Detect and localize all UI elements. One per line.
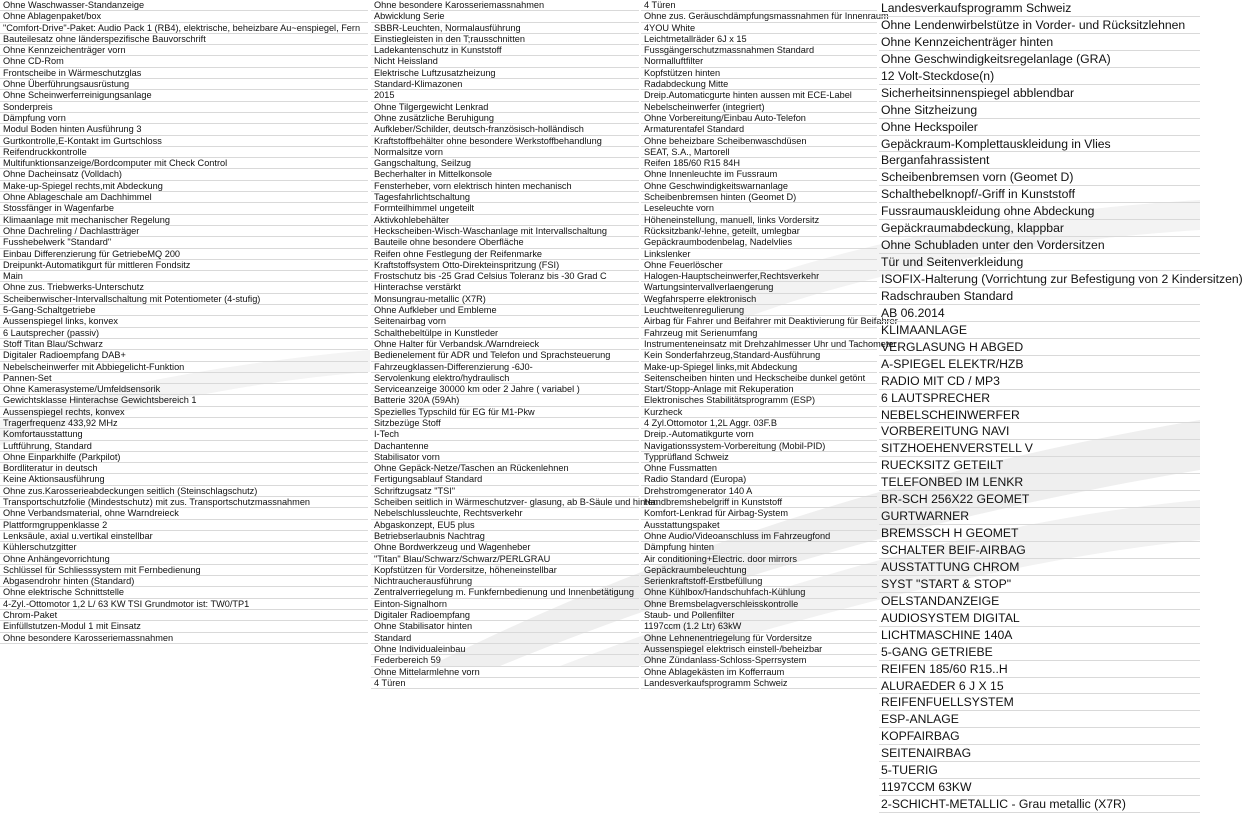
list-item: Nebelscheinwerfer (integriert)	[641, 102, 877, 113]
list-item: Frostschutz bis -25 Grad Celsius Toleranz bis -30 Grad C	[371, 271, 639, 282]
list-item: Schalthebeltülpe in Kunstleder	[371, 328, 639, 339]
list-item: Sonderpreis	[0, 102, 368, 113]
list-item: GURTWARNER	[879, 508, 1200, 525]
list-item: Navigationssystem-Vorbereitung (Mobil-PID)	[641, 441, 877, 452]
list-item: Ohne Lendenwirbelstütze in Vorder- und Rücksitzlehnen	[879, 17, 1200, 34]
column-4	[879, 0, 1243, 812]
list-item: Komfortausstattung	[0, 429, 368, 440]
list-item: Gangschaltung, Seilzug	[371, 158, 639, 169]
list-item: Einfüllstutzen-Modul 1 mit Einsatz	[0, 621, 368, 632]
list-item: "Titan" Blau/Schwarz/Schwarz/PERLGRAU	[371, 554, 639, 565]
list-item: Dreipunkt-Automatikgurt für mittleren Fondsitz	[0, 260, 368, 271]
list-item: Aussenspiegel rechts, konvex	[0, 407, 368, 418]
list-item: Modul Boden hinten Ausführung 3	[0, 124, 368, 135]
list-item: Ohne Bremsbelagverschleisskontrolle	[641, 599, 877, 610]
list-item: Sitzbezüge Stoff	[371, 418, 639, 429]
list-item: 4 Türen	[641, 0, 877, 11]
list-item: NEBELSCHEINWERFER	[879, 407, 1200, 424]
list-item: Ohne Dachreling / Dachlastträger	[0, 226, 368, 237]
list-item: Normalluftfilter	[641, 56, 877, 67]
list-item: Reifendruckkontrolle	[0, 147, 368, 158]
list-item: Heckscheiben-Wisch-Waschanlage mit Intervallschaltung	[371, 226, 639, 237]
list-item: Dreip.-Automatikgurte vorn	[641, 429, 877, 440]
list-item: Monsungrau-metallic (X7R)	[371, 294, 639, 305]
list-item: Einbau Differenzierung für GetriebeMQ 200	[0, 249, 368, 260]
list-item: Seitenscheiben hinten und Heckscheibe dunkel getönt	[641, 373, 877, 384]
list-item: Ohne Kennzeichenträger vorn	[0, 45, 368, 56]
list-item: KOPFAIRBAG	[879, 728, 1200, 745]
list-item: Seitenairbag vorn	[371, 316, 639, 327]
list-item: Gepäckraum-Komplettauskleidung in Vlies	[879, 136, 1200, 153]
list-item: RADIO MIT CD / MP3	[879, 373, 1200, 390]
list-item: Gepäckraumbodenbelag, Nadelvlies	[641, 237, 877, 248]
list-item: Ohne Sitzheizung	[879, 102, 1200, 119]
list-item: Pannen-Set	[0, 373, 368, 384]
list-item: Ohne Überführungsausrüstung	[0, 79, 368, 90]
list-item: Ohne Ablagekästen im Kofferraum	[641, 667, 877, 678]
list-item: 1197CCM 63KW	[879, 779, 1200, 796]
list-item: ESP-ANLAGE	[879, 711, 1200, 728]
list-item: Ohne elektrische Schnittstelle	[0, 587, 368, 598]
list-item: Schriftzugsatz "TSI"	[371, 486, 639, 497]
list-item: Nicht Heissland	[371, 56, 639, 67]
list-item: Handbremshebelgriff in Kunststoff	[641, 497, 877, 508]
list-item: Ohne Fussmatten	[641, 463, 877, 474]
list-item: SITZHOEHENVERSTELL V	[879, 440, 1200, 457]
list-item: Ohne Feuerlöscher	[641, 260, 877, 271]
list-item: Gewichtsklasse Hinterachse Gewichtsbereich 1	[0, 395, 368, 406]
list-item: Ohne Anhängevorrichtung	[0, 554, 368, 565]
list-item: Ladekantenschutz in Kunststoff	[371, 45, 639, 56]
list-item: Ohne Audio/Videoanschluss im Fahrzeugfond	[641, 531, 877, 542]
list-item: Make-up-Spiegel links,mit Abdeckung	[641, 362, 877, 373]
list-item: Leichtmetallräder 6J x 15	[641, 34, 877, 45]
list-item: SYST "START & STOP"	[879, 576, 1200, 593]
list-item: LICHTMASCHINE 140A	[879, 627, 1200, 644]
list-item: Armaturentafel Standard	[641, 124, 877, 135]
list-item: ALURAEDER 6 J X 15	[879, 678, 1200, 695]
list-item: Bauteilesatz ohne länderspezifische Bauvorschrift	[0, 34, 368, 45]
list-item: Fahrzeugklassen-Differenzierung -6J0-	[371, 362, 639, 373]
list-item: Ohne Geschwindigkeitsregelanlage (GRA)	[879, 51, 1200, 68]
list-item: Tür und Seitenverkleidung	[879, 254, 1200, 271]
list-item: Bauteile ohne besondere Oberfläche	[371, 237, 639, 248]
list-item: Start/Stopp-Anlage mit Rekuperation	[641, 384, 877, 395]
list-item: SBBR-Leuchten, Normalausführung	[371, 23, 639, 34]
list-item: Radabdeckung Mitte	[641, 79, 877, 90]
list-item: VERGLASUNG H ABGED	[879, 339, 1200, 356]
list-item: SEITENAIRBAG	[879, 745, 1200, 762]
list-item: Bedienelement für ADR und Telefon und Sprachsteuerung	[371, 350, 639, 361]
list-item: Ohne zus. Geräuschdämpfungsmassnahmen für Innenraum	[641, 11, 877, 22]
list-item: Becherhalter in Mittelkonsole	[371, 169, 639, 180]
list-item: "Comfort-Drive"-Paket: Audio Pack 1 (RB4), elektrische, beheizbare Au~enspiegel, Fern	[0, 23, 368, 34]
list-item: Radschrauben Standard	[879, 288, 1200, 305]
list-item: AUSSTATTUNG CHROM	[879, 559, 1200, 576]
list-item: Fussgängerschutzmassnahmen Standard	[641, 45, 877, 56]
list-item: Aussenspiegel links, konvex	[0, 316, 368, 327]
list-item: Landesverkaufsprogramm Schweiz	[879, 0, 1200, 17]
list-item: Reifen ohne Festlegung der Reifenmarke	[371, 249, 639, 260]
list-item: Scheibenwischer-Intervallschaltung mit Potentiometer (4-stufig)	[0, 294, 368, 305]
list-item: Abwicklung Serie	[371, 11, 639, 22]
list-item: Lenksäule, axial u.vertikal einstellbar	[0, 531, 368, 542]
list-item: Scheibenbremsen vorn (Geomet D)	[879, 169, 1200, 186]
list-item: Landesverkaufsprogramm Schweiz	[641, 678, 877, 689]
list-item: Höheneinstellung, manuell, links Vordersitz	[641, 215, 877, 226]
list-item: SEAT, S.A., Martorell	[641, 147, 877, 158]
list-item: Halogen-Hauptscheinwerfer,Rechtsverkehr	[641, 271, 877, 282]
list-item: KLIMAANLAGE	[879, 322, 1200, 339]
list-item: Reifen 185/60 R15 84H	[641, 158, 877, 169]
list-item: Kühlerschutzgitter	[0, 542, 368, 553]
list-item: Aktivkohlebehälter	[371, 215, 639, 226]
list-item: AB 06.2014	[879, 305, 1200, 322]
list-item: Ohne zus.Karosserieabdeckungen seitlich (Steinschlagschutz)	[0, 486, 368, 497]
list-item: Staub- und Pollenfilter	[641, 610, 877, 621]
list-item: Ohne Lehnenentriegelung für Vordersitze	[641, 633, 877, 644]
list-item: Luftführung, Standard	[0, 441, 368, 452]
list-item: Ohne zus. Triebwerks-Unterschutz	[0, 282, 368, 293]
list-item: 5-Gang-Schaltgetriebe	[0, 305, 368, 316]
list-item: Nebelschlussleuchte, Rechtsverkehr	[371, 508, 639, 519]
list-item: 2-SCHICHT-METALLIC - Grau metallic (X7R)	[879, 796, 1200, 813]
list-item: Abgaskonzept, EU5 plus	[371, 520, 639, 531]
list-item: Air conditioning+Electric. door mirrors	[641, 554, 877, 565]
column-2	[371, 0, 658, 688]
list-item: Scheibenbremsen hinten (Geomet D)	[641, 192, 877, 203]
list-item: 6 Lautsprecher (passiv)	[0, 328, 368, 339]
list-item: Plattformgruppenklasse 2	[0, 520, 368, 531]
list-item: Ohne Individualeinbau	[371, 644, 639, 655]
list-item: Linkslenker	[641, 249, 877, 260]
list-item: REIFENFUELLSYSTEM	[879, 694, 1200, 711]
list-item: Standard	[371, 633, 639, 644]
list-item: Fensterheber, vorn elektrisch hinten mechanisch	[371, 181, 639, 192]
list-item: Serviceanzeige 30000 km oder 2 Jahre ( variabel )	[371, 384, 639, 395]
list-item: Leuchtweitenregulierung	[641, 305, 877, 316]
list-item: REIFEN 185/60 R15..H	[879, 661, 1200, 678]
list-item: Dachantenne	[371, 441, 639, 452]
list-item: Hinterachse verstärkt	[371, 282, 639, 293]
list-item: Federbereich 59	[371, 655, 639, 666]
list-item: Wegfahrsperre elektronisch	[641, 294, 877, 305]
column-3	[641, 0, 898, 688]
list-item: Komfort-Lenkrad für Airbag-System	[641, 508, 877, 519]
list-item: Stabilisator vorn	[371, 452, 639, 463]
list-item: TELEFONBED IM LENKR	[879, 474, 1200, 491]
list-item: 4YOU White	[641, 23, 877, 34]
list-item: Ohne Schubladen unter den Vordersitzen	[879, 237, 1200, 254]
list-item: Ohne zusätzliche Beruhigung	[371, 113, 639, 124]
list-item: Ohne Innenleuchte im Fussraum	[641, 169, 877, 180]
list-item: Ohne beheizbare Scheibenwaschdüsen	[641, 136, 877, 147]
list-item: Ohne Stabilisator hinten	[371, 621, 639, 632]
list-item: Klimaanlage mit mechanischer Regelung	[0, 215, 368, 226]
list-item: Instrumenteneinsatz mit Drehzahlmesser Uhr und Tachometer	[641, 339, 877, 350]
list-item: Zentralverriegelung m. Funkfernbedienung und Innenbetätigung	[371, 587, 639, 598]
list-item: Kein Sonderfahrzeug,Standard-Ausführung	[641, 350, 877, 361]
list-item: Typprüfland Schweiz	[641, 452, 877, 463]
list-item: Chrom-Paket	[0, 610, 368, 621]
list-item: Schlüssel für Schliesssystem mit Fernbedienung	[0, 565, 368, 576]
list-item: I-Tech	[371, 429, 639, 440]
list-item: Tagesfahrlichtschaltung	[371, 192, 639, 203]
list-item: Kraftstoffsystem Otto-Direkteinspritzung (FSI)	[371, 260, 639, 271]
list-item: Digitaler Radioempfang DAB+	[0, 350, 368, 361]
list-item: Ohne Einparkhilfe (Parkpilot)	[0, 452, 368, 463]
list-item: Nichtraucherausführung	[371, 576, 639, 587]
list-item: Einton-Signalhorn	[371, 599, 639, 610]
list-item: Frontscheibe in Wärmeschutzglas	[0, 68, 368, 79]
list-item: Ohne Waschwasser-Standanzeige	[0, 0, 368, 11]
list-item: Multifunktionsanzeige/Bordcomputer mit Check Control	[0, 158, 368, 169]
list-item: Gepäckraumbeleuchtung	[641, 565, 877, 576]
list-item: Leseleuchte vorn	[641, 203, 877, 214]
list-item: Ohne Kühlbox/Handschuhfach-Kühlung	[641, 587, 877, 598]
list-item: Radio Standard (Europa)	[641, 474, 877, 485]
list-item: Dämpfung vorn	[0, 113, 368, 124]
list-item: Sicherheitsinnenspiegel abblendbar	[879, 85, 1200, 102]
list-item: OELSTANDANZEIGE	[879, 593, 1200, 610]
list-item: Schalthebelknopf/-Griff in Kunststoff	[879, 186, 1200, 203]
list-item: Abgasendrohr hinten (Standard)	[0, 576, 368, 587]
list-item: SCHALTER BEIF-AIRBAG	[879, 542, 1200, 559]
list-item: Dämpfung hinten	[641, 542, 877, 553]
list-item: Standard-Klimazonen	[371, 79, 639, 90]
list-item: Kopfstützen für Vordersitze, höheneinstellbar	[371, 565, 639, 576]
list-item: Fahrzeug mit Serienumfang	[641, 328, 877, 339]
list-item: Batterie 320A (59Ah)	[371, 395, 639, 406]
list-item: Einstiegleisten in den T;rausschnitten	[371, 34, 639, 45]
list-item: 4 Zyl.Ottomotor 1,2L Aggr. 03F.B	[641, 418, 877, 429]
list-item: Serienkraftstoff-Erstbefüllung	[641, 576, 877, 587]
list-item: BREMSSCH H GEOMET	[879, 525, 1200, 542]
list-item: Ohne Dacheinsatz (Volldach)	[0, 169, 368, 180]
list-item: Ohne Halter für Verbandsk./Warndreieck	[371, 339, 639, 350]
list-item: Ohne Kennzeichenträger hinten	[879, 34, 1200, 51]
list-item: Ohne Vorbereitung/Einbau Auto-Telefon	[641, 113, 877, 124]
list-item: Normalsitze vorn	[371, 147, 639, 158]
list-item: 12 Volt-Steckdose(n)	[879, 68, 1200, 85]
list-item: Ohne Mittelarmlehne vorn	[371, 667, 639, 678]
list-item: Betriebserlaubnis Nachtrag	[371, 531, 639, 542]
list-item: VORBEREITUNG NAVI	[879, 423, 1200, 440]
list-item: Tragerfrequenz 433,92 MHz	[0, 418, 368, 429]
list-item: ISOFIX-Halterung (Vorrichtung zur Befestigung von 2 Kindersitzen)	[881, 272, 1243, 286]
list-item: 4 Türen	[371, 678, 639, 689]
list-item: Ohne Heckspoiler	[879, 119, 1200, 136]
list-item: Gepäckraumabdeckung, klappbar	[879, 220, 1200, 237]
list-item: Ohne Zündanlass-Schloss-Sperrsystem	[641, 655, 877, 666]
list-item: Ohne Kamerasysteme/Umfeldsensorik	[0, 384, 368, 395]
list-item: Airbag für Fahrer und Beifahrer mit Deaktivierung für Beifahrer	[641, 316, 877, 327]
list-item: Servolenkung elektro/hydraulisch	[371, 373, 639, 384]
list-item: Aussenspiegel elektrisch einstell-/beheizbar	[641, 644, 877, 655]
list-item: Ohne Tilgergewicht Lenkrad	[371, 102, 639, 113]
list-item: Kopfstützen hinten	[641, 68, 877, 79]
list-item: Dreip.Automaticgurte hinten aussen mit ECE-Label	[641, 90, 877, 101]
list-item: Kurzheck	[641, 407, 877, 418]
list-item: Ohne Verbandsmaterial, ohne Warndreieck	[0, 508, 368, 519]
list-item: Formteilhimmel ungeteilt	[371, 203, 639, 214]
list-item: Main	[0, 271, 368, 282]
list-item: AUDIOSYSTEM DIGITAL	[879, 610, 1200, 627]
list-item: Bordliteratur in deutsch	[0, 463, 368, 474]
list-item: RUECKSITZ GETEILT	[879, 457, 1200, 474]
list-item: BR-SCH 256X22 GEOMET	[879, 491, 1200, 508]
list-item: Ohne besondere Karosseriemassnahmen	[0, 633, 368, 644]
list-item: Make-up-Spiegel rechts,mit Abdeckung	[0, 181, 368, 192]
list-item: Gurtkontrolle,E-Kontakt im Gurtschloss	[0, 136, 368, 147]
list-item: Elektronisches Stabilitätsprogramm (ESP)	[641, 395, 877, 406]
list-item: Ohne Bordwerkzeug und Wagenheber	[371, 542, 639, 553]
list-item: Spezielles Typschild für EG für M1-Pkw	[371, 407, 639, 418]
list-item: Stoff Titan Blau/Schwarz	[0, 339, 368, 350]
list-item: Stossfänger in Wagenfarbe	[0, 203, 368, 214]
list-item: Kraftstoffbehälter ohne besondere Werkstoffbehandlung	[371, 136, 639, 147]
list-item: Ohne Ablageschale am Dachhimmel	[0, 192, 368, 203]
list-item: 6 LAUTSPRECHER	[879, 390, 1200, 407]
list-item: Ohne Ablagenpaket/box	[0, 11, 368, 22]
list-item: Wartungsintervallverlaengerung	[641, 282, 877, 293]
list-item: Aufkleber/Schilder, deutsch-französisch-holländisch	[371, 124, 639, 135]
list-item: Drehstromgenerator 140 A	[641, 486, 877, 497]
column-1	[0, 0, 368, 666]
list-item: Ohne Gepäck-Netze/Taschen an Rückenlehnen	[371, 463, 639, 474]
list-item: 5-GANG GETRIEBE	[879, 644, 1200, 661]
list-item: 2015	[371, 90, 639, 101]
list-item: Rücksitzbank/-lehne, geteilt, umlegbar	[641, 226, 877, 237]
list-item: Nebelscheinwerfer mit Abbiegelicht-Funktion	[0, 362, 368, 373]
list-item: A-SPIEGEL ELEKTR/HZB	[879, 356, 1200, 373]
list-item: Ohne Aufkleber und Embleme	[371, 305, 639, 316]
list-item: Transportschutzfolie (Mindestschutz) mit zus. Transportschutzmassnahmen	[0, 497, 368, 508]
list-item: 5-TUERIG	[879, 762, 1200, 779]
list-item: Fertigungsablauf Standard	[371, 474, 639, 485]
list-item: Ohne Geschwindigkeitswarnanlage	[641, 181, 877, 192]
list-item: Digitaler Radioempfang	[371, 610, 639, 621]
list-item: 1197ccm (1.2 Ltr) 63kW	[641, 621, 877, 632]
list-item: Scheiben seitlich in Wärmeschutzver- glasung, ab B-Säule und hinten	[371, 497, 639, 508]
list-item: Ausstattungspaket	[641, 520, 877, 531]
list-item: Ohne CD-Rom	[0, 56, 368, 67]
list-item: Berganfahrassistent	[879, 152, 1200, 169]
list-item: Fussraumauskleidung ohne Abdeckung	[879, 203, 1200, 220]
list-item: Fusshebelwerk "Standard"	[0, 237, 368, 248]
list-item: Ohne besondere Karosseriemassnahmen	[371, 0, 639, 11]
list-item: 4-Zyl.-Ottomotor 1,2 L/ 63 KW TSI Grundmotor ist: TW0/TP1	[0, 599, 368, 610]
list-item: Ohne Scheinwerferreinigungsanlage	[0, 90, 368, 101]
list-item: Keine Aktionsausführung	[0, 474, 368, 485]
list-item: Elektrische Luftzusatzheizung	[371, 68, 639, 79]
